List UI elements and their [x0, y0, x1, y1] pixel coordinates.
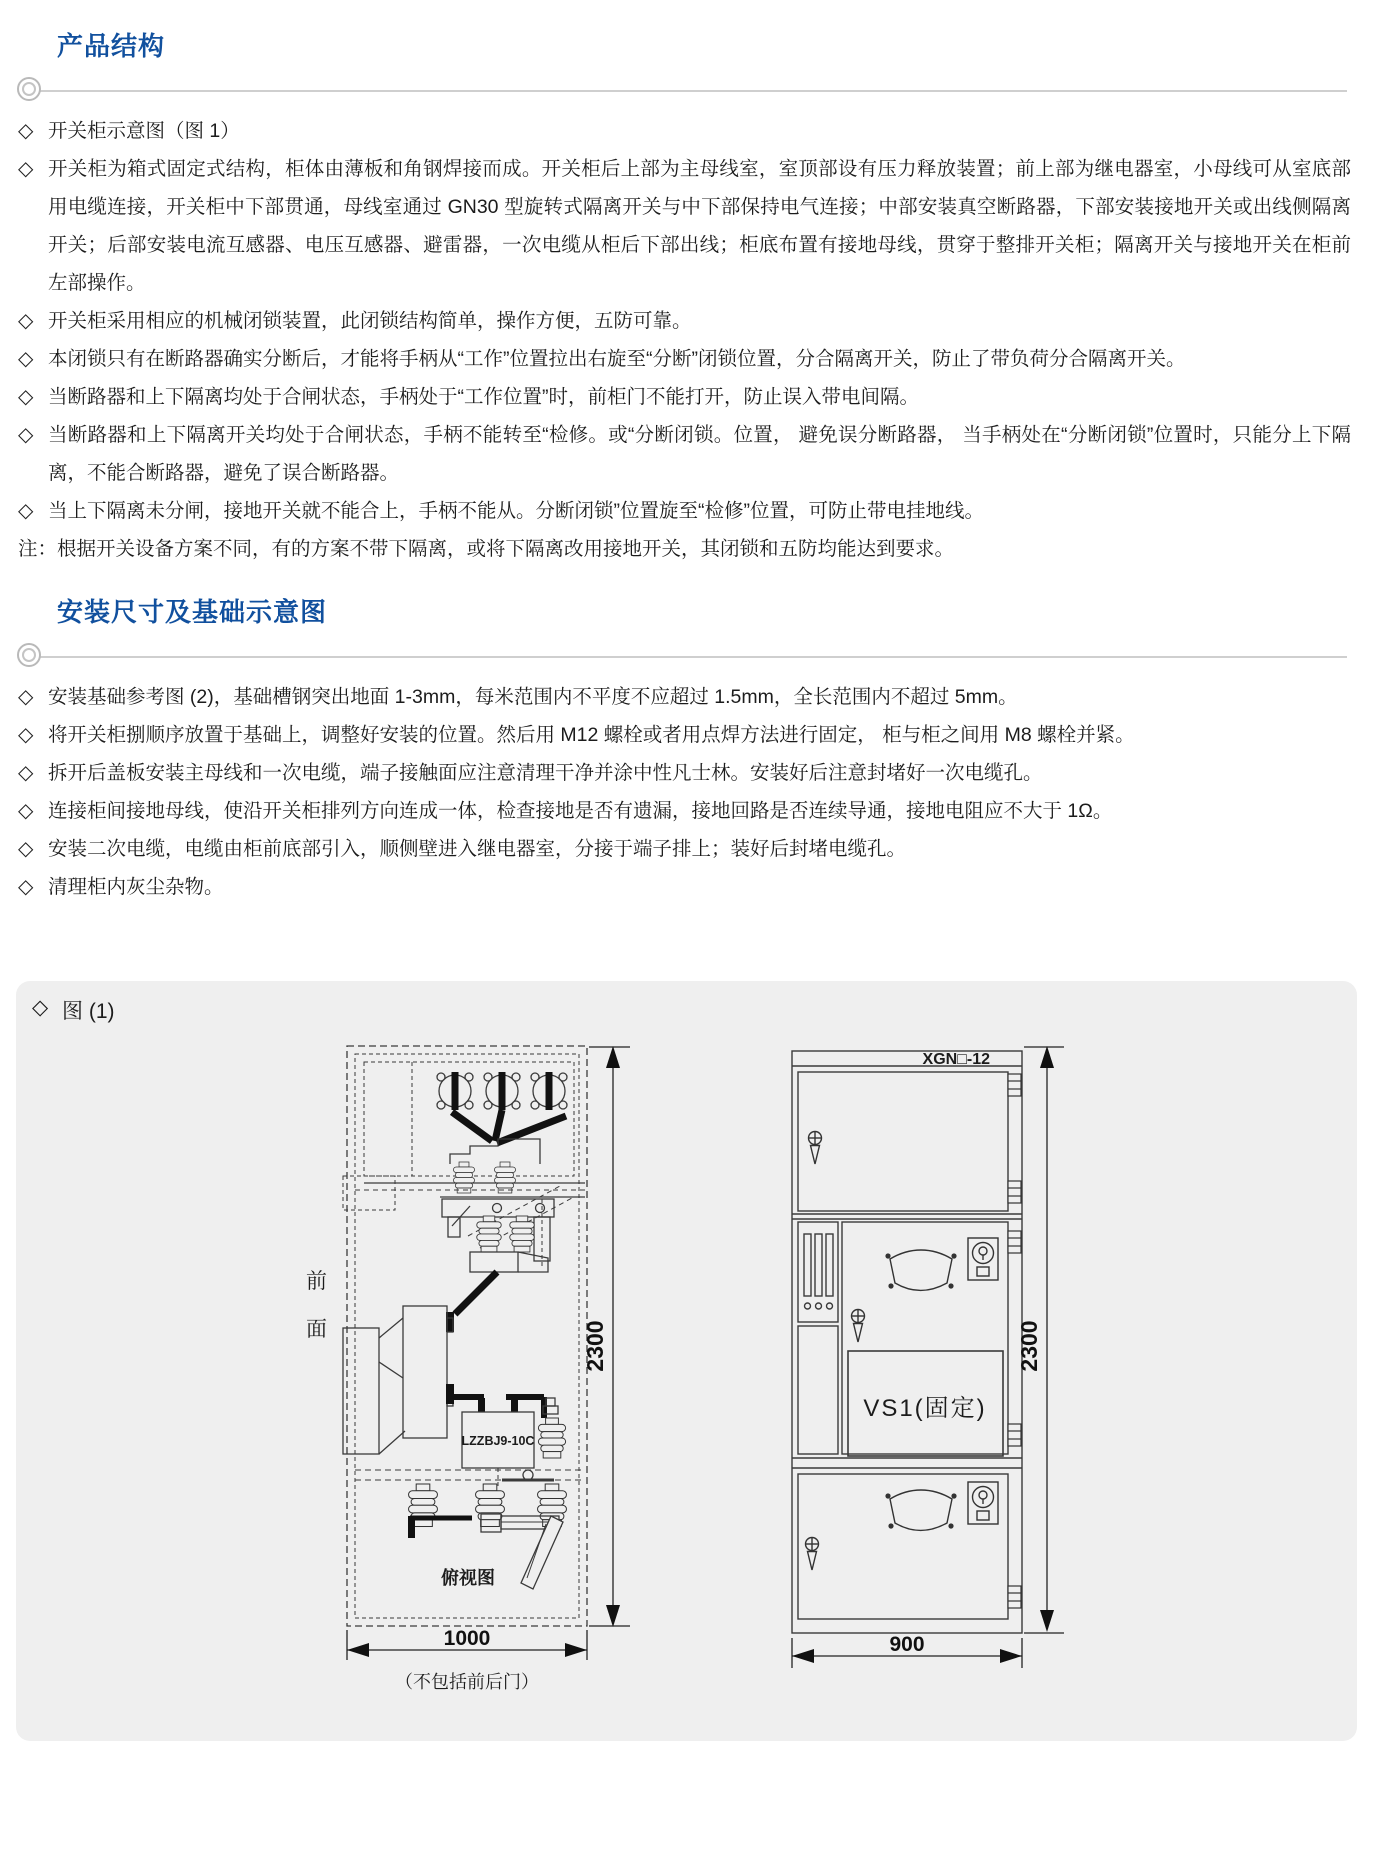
- hinge: [1008, 1231, 1021, 1253]
- section-note: 注：根据开关设备方案不同，有的方案不带下隔离，或将下隔离改用接地开关，其闭锁和五防均能达到要求。: [18, 538, 955, 560]
- busbar-bushings: [437, 1072, 567, 1110]
- list-item: [18, 678, 1351, 716]
- list-item-text: 开关柜示意图（图 1）: [48, 120, 240, 142]
- hinge: [1008, 1424, 1021, 1446]
- diamond-bullet-icon: ◇: [18, 724, 34, 746]
- right-height-dimension: 2300: [1016, 1320, 1042, 1372]
- front-label-bottom: 面: [306, 1318, 327, 1341]
- divider-line: [32, 656, 1347, 658]
- list-item-text: 将开关柜捌顺序放置于基础上，调整好安装的位置。然后用 M12 螺栓或者用点焊方法进行固定， 柜与柜之间用 M8 螺栓并紧。: [48, 724, 1135, 746]
- list-item: [18, 830, 1351, 868]
- list-item-text: 拆开后盖板安装主母线和一次电缆，端子接触面应注意清理干净并涂中性凡士林。安装好后注意封堵好一次电缆孔。: [48, 762, 1043, 784]
- louver-vents: [798, 1222, 838, 1322]
- divider-line: [32, 90, 1347, 92]
- diamond-bullet-icon: ◇: [18, 310, 34, 332]
- section-title: 产品结构: [57, 31, 166, 61]
- door-handle: [885, 1490, 956, 1531]
- diamond-bullet-icon: ◇: [18, 500, 34, 522]
- cabinet-side-view: [343, 1046, 587, 1626]
- cabinet-model-label: XGN□-12: [922, 1051, 990, 1068]
- right-width-dimension: 900: [889, 1633, 925, 1656]
- diamond-bullet-icon: ◇: [18, 120, 34, 142]
- section-product-structure: [0, 26, 1373, 568]
- list-item: [18, 150, 1351, 302]
- diamond-bullet-icon: ◇: [32, 996, 49, 1019]
- figure-1-panel: [16, 981, 1357, 1741]
- list-item: [18, 754, 1351, 792]
- ring-decoration-icon: [17, 643, 41, 667]
- list-item: [18, 792, 1351, 830]
- list-item: [18, 340, 1351, 378]
- list-item: [18, 302, 1351, 340]
- isolator-assembly: [442, 1186, 572, 1272]
- diamond-bullet-icon: ◇: [18, 800, 34, 822]
- list-item: [18, 492, 1351, 530]
- diamond-bullet-icon: ◇: [18, 838, 34, 860]
- ring-decoration-icon: [17, 77, 41, 101]
- list-item-text: 清理柜内灰尘杂物。: [48, 876, 224, 898]
- figure-1-drawing: [16, 981, 1357, 1741]
- hinge: [1008, 1586, 1021, 1608]
- cabinet-front-view: [792, 1051, 1022, 1633]
- list-item: [18, 716, 1351, 754]
- figure-label-text: 图 (1): [62, 1000, 115, 1023]
- vacuum-breaker: [343, 1306, 454, 1454]
- page: [0, 26, 1373, 1692]
- door-lock: [968, 1482, 998, 1524]
- top-view-label: 俯视图: [441, 1568, 495, 1588]
- left-width-dimension: 1000: [443, 1627, 491, 1650]
- list-item-text: 安装基础参考图 (2)，基础槽钢突出地面 1-3mm，每米范围内不平度不应超过 1.5mm，全长范围内不超过 5mm。: [48, 686, 1018, 708]
- list-item-text: 开关柜为箱式固定式结构，柜体由薄板和角钢焊接而成。开关柜后上部为主母线室，室顶部设有压力释放装置；前上部为继电器室，小母线可从室底部用电缆连接，开关柜中下部贯通，母线室通过 GN30 型旋转式隔离开关与中下部保持电气连接；中部安装真空断路器，下部安装接地开关或出线侧隔离开关；后部安装电流互感器、电压互感器、避雷器，一次电缆从柜后下部出线；柜底布置有接地母线，贯穿于整排开关柜；隔离开关与接地开关在柜前左部操作。: [48, 158, 1351, 294]
- busbar-conductors: [452, 1110, 566, 1143]
- hinge: [1008, 1074, 1021, 1096]
- left-height-dimension: 2300: [582, 1320, 608, 1372]
- vs1-label: VS1(固定): [863, 1395, 987, 1422]
- list-item: [18, 868, 1351, 906]
- bullet-list: [0, 104, 1373, 530]
- list-item: [18, 378, 1351, 416]
- diamond-bullet-icon: ◇: [18, 386, 34, 408]
- bullet-list: [0, 670, 1373, 906]
- front-label-top: 前: [306, 1270, 327, 1293]
- diamond-bullet-icon: ◇: [18, 424, 34, 446]
- door-handle: [885, 1250, 956, 1291]
- list-item-text: 安装二次电缆，电缆由柜前底部引入，顺侧壁进入继电器室，分接于端子排上；装好后封堵电缆孔。: [48, 838, 907, 860]
- diamond-bullet-icon: ◇: [18, 686, 34, 708]
- list-item-text: 当上下隔离未分闸，接地开关就不能合上，手柄不能从。分断闭锁”位置旋至“检修”位置，可防止带电挂地线。: [48, 500, 984, 522]
- diamond-bullet-icon: ◇: [18, 348, 34, 370]
- diamond-bullet-icon: ◇: [18, 762, 34, 784]
- list-item: [18, 416, 1351, 492]
- hinge: [1008, 1181, 1021, 1203]
- list-item: [18, 112, 1351, 150]
- list-item-text: 连接柜间接地母线，使沿开关柜排列方向连成一体，检查接地是否有遗漏，接地回路是否连续导通，接地电阻应不大于 1Ω。: [48, 800, 1113, 822]
- list-item-text: 当断路器和上下隔离均处于合闸状态，手柄处于“工作位置”时，前柜门不能打开，防止误入带电间隔。: [48, 386, 919, 408]
- section-title: 安装尺寸及基础示意图: [57, 597, 328, 627]
- ct-label: LZZBJ9-10C: [461, 1434, 535, 1448]
- door-lock: [968, 1238, 998, 1280]
- diamond-bullet-icon: ◇: [18, 158, 34, 180]
- section-installation: [0, 592, 1373, 906]
- diamond-bullet-icon: ◇: [18, 876, 34, 898]
- left-dimension-note: （不包括前后门）: [395, 1672, 539, 1692]
- list-item-text: 开关柜采用相应的机械闭锁装置，此闭锁结构简单，操作方便，五防可靠。: [48, 310, 692, 332]
- surge-arrester: [538, 1398, 565, 1458]
- list-item-text: 本闭锁只有在断路器确实分断后，才能将手柄从“工作”位置拉出右旋至“分断”闭锁位置，分合隔离开关，防止了带负荷分合隔离开关。: [48, 348, 1186, 370]
- list-item-text: 当断路器和上下隔离开关均处于合闸状态，手柄不能转至“检修。或“分断闭锁。位置， 避免误分断路器， 当手柄处在“分断闭锁”位置时，只能分上下隔离，不能合断路器，避免了误合断路器。: [48, 424, 1351, 484]
